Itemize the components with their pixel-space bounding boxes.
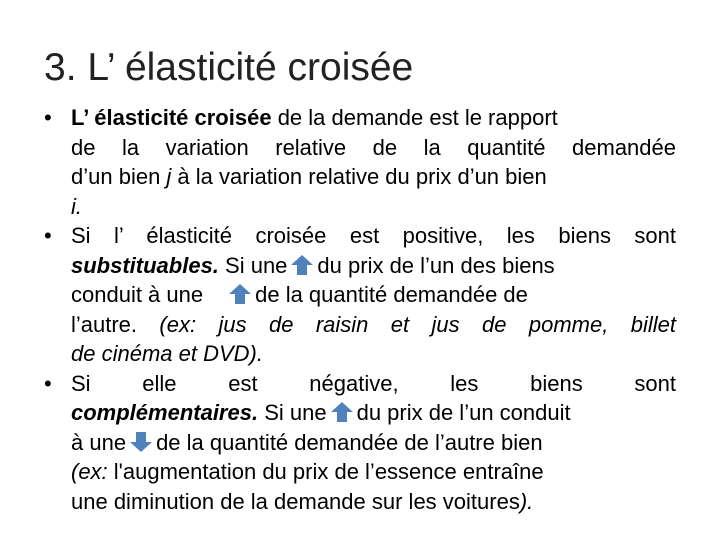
text-span: du prix de l’un conduit bbox=[356, 400, 571, 425]
bullet-item bbox=[44, 103, 676, 221]
text-span: l’autre. bbox=[71, 311, 160, 337]
text-line bbox=[71, 103, 676, 133]
term-substitutable: substituables. bbox=[71, 252, 219, 278]
variable-j: j bbox=[166, 164, 172, 189]
text-line: Si elle est négative, les biens sont bbox=[71, 370, 676, 396]
bullet-dot: • bbox=[44, 370, 52, 396]
text-span: à la variation relative du prix d’un bien bbox=[171, 164, 547, 189]
text-line bbox=[71, 398, 676, 428]
text-span: à une bbox=[71, 429, 127, 455]
text-line bbox=[71, 457, 676, 487]
bullet-item bbox=[44, 221, 676, 369]
text-span: de la quantité demandée de bbox=[255, 282, 528, 307]
bullet-item bbox=[44, 369, 676, 517]
text-line bbox=[71, 162, 676, 192]
arrow-down-icon bbox=[129, 431, 153, 453]
text-span: du prix de l’un des biens bbox=[317, 252, 555, 278]
text-span: une diminution de la demande sur les voitures bbox=[71, 488, 520, 514]
text-span: d’un bien bbox=[71, 164, 167, 189]
text-line: i. bbox=[71, 193, 82, 219]
text-span: de la quantité demandée de l’autre bien bbox=[156, 429, 543, 455]
text-line bbox=[71, 487, 676, 517]
text-line bbox=[71, 280, 676, 310]
text-line bbox=[71, 428, 676, 458]
text-span: de la demande est le rapport bbox=[271, 105, 558, 130]
text-line: de la variation relative de la quantité demandée bbox=[71, 134, 676, 160]
text-span: l'augmentation du prix de l’essence entraîne bbox=[113, 459, 544, 484]
text-line: Si l’ élasticité croisée est positive, les biens sont bbox=[71, 223, 676, 248]
arrow-up-icon bbox=[330, 401, 354, 423]
bullet-dot: • bbox=[44, 223, 52, 248]
text-span: Si une bbox=[258, 400, 327, 425]
text-line bbox=[71, 251, 676, 281]
slide-title: 3. L’ élasticité croisée bbox=[44, 46, 414, 89]
example-label: (ex: bbox=[71, 459, 114, 484]
example-text: (ex: jus de raisin et jus de pomme, billet bbox=[159, 311, 676, 337]
term-cross-elasticity: L’ élasticité croisée bbox=[71, 105, 272, 130]
text-line: de cinéma et DVD). bbox=[71, 341, 263, 366]
arrow-up-icon bbox=[290, 254, 314, 276]
text-span: Si une bbox=[218, 252, 288, 278]
text-span: ). bbox=[519, 488, 534, 514]
term-complementary: complémentaires. bbox=[71, 400, 259, 425]
bullet-list bbox=[44, 103, 676, 516]
text-line bbox=[71, 310, 676, 340]
bullet-dot: • bbox=[44, 105, 52, 130]
text-span: conduit à une bbox=[71, 282, 204, 307]
arrow-up-icon bbox=[228, 283, 252, 305]
